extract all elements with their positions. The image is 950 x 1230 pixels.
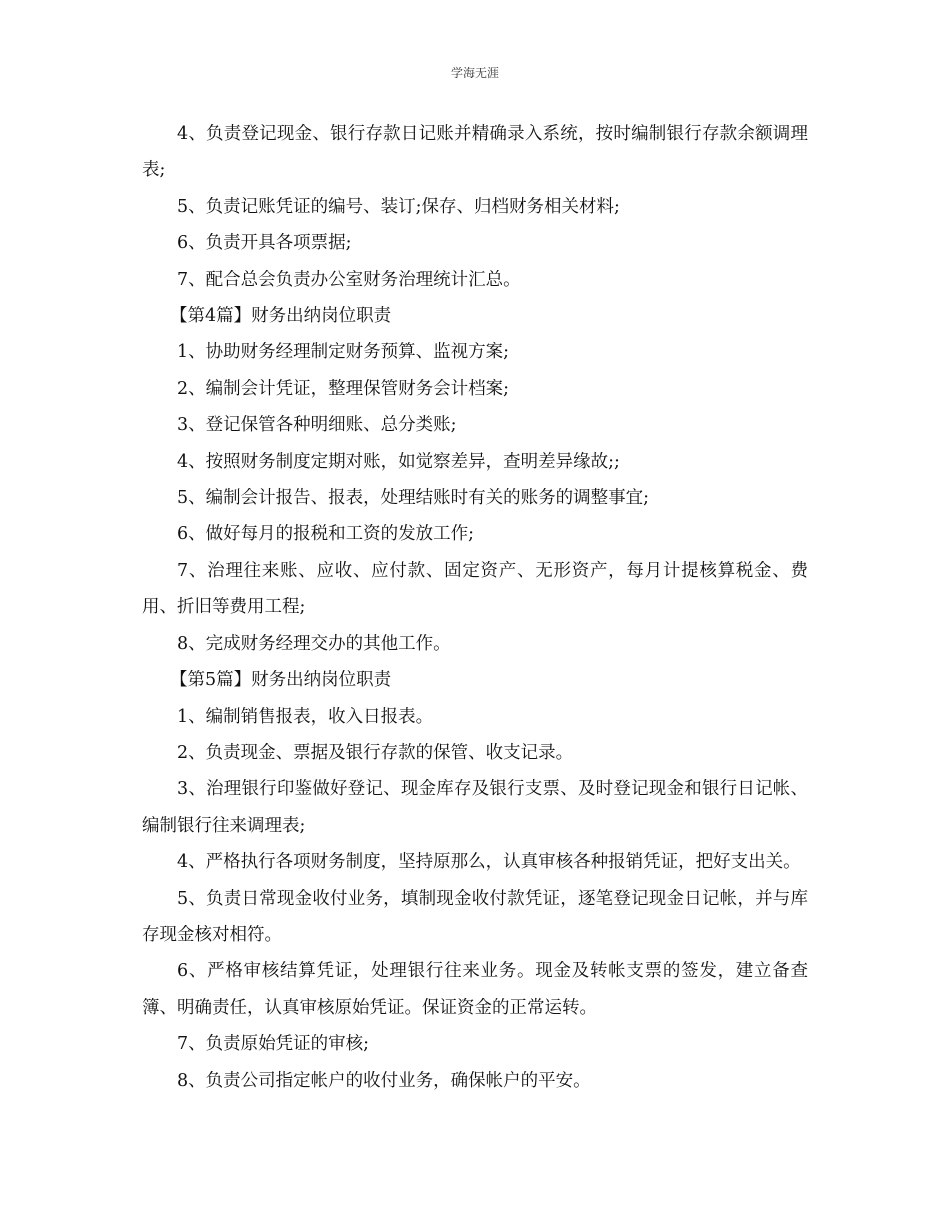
paragraph: 8、完成财务经理交办的其他工作。 bbox=[177, 633, 451, 654]
paragraph: 1、编制销售报表，收入日报表。 bbox=[177, 706, 434, 727]
paragraph: 4、严格执行各项财务制度，坚持原那么，认真审核各种报销凭证，把好支出关。 bbox=[177, 852, 801, 873]
paragraph: 4、按照财务制度定期对账，如觉察差异，查明差异缘故;; bbox=[177, 451, 620, 472]
paragraph: 5、负责日常现金收付业务，填制现金收付款凭证，逐笔登记现金日记帐，并与库存现金核对相符。 bbox=[142, 888, 808, 945]
document-body bbox=[142, 116, 808, 1099]
paragraph: 8、负责公司指定帐户的收付业务，确保帐户的平安。 bbox=[177, 1070, 591, 1091]
section-heading: 【第4篇】财务出纳岗位职责 bbox=[170, 306, 392, 327]
paragraph: 2、编制会计凭证，整理保管财务会计档案; bbox=[177, 378, 510, 399]
paragraph: 6、严格审核结算凭证，处理银行往来业务。现金及转帐支票的签发，建立备查簿、明确责任，认真审核原始凭证。保证资金的正常运转。 bbox=[142, 961, 808, 1018]
paragraph: 2、负责现金、票据及银行存款的保管、收支记录。 bbox=[177, 742, 574, 763]
paragraph: 5、编制会计报告、报表，处理结账时有关的账务的调整事宜; bbox=[177, 488, 650, 509]
paragraph: 3、治理银行印鉴做好登记、现金库存及银行支票、及时登记现金和银行日记帐、编制银行往来调理表; bbox=[142, 779, 808, 836]
paragraph: 6、做好每月的报税和工资的发放工作; bbox=[177, 524, 475, 545]
section-heading: 【第5篇】财务出纳岗位职责 bbox=[170, 670, 392, 691]
paragraph: 7、配合总会负责办公室财务治理统计汇总。 bbox=[177, 269, 521, 290]
paragraph: 7、负责原始凭证的审核; bbox=[177, 1034, 370, 1055]
paragraph: 4、负责登记现金、银行存款日记账并精确录入系统，按时编制银行存款余额调理表; bbox=[142, 124, 808, 181]
paragraph: 6、负责开具各项票据; bbox=[177, 233, 352, 254]
paragraph: 5、负责记账凭证的编号、装订;保存、归档财务相关材料; bbox=[177, 196, 620, 217]
page-header: 学海无涯 bbox=[450, 66, 499, 80]
paragraph: 3、登记保管各种明细账、总分类账; bbox=[177, 415, 457, 436]
paragraph: 1、协助财务经理制定财务预算、监视方案; bbox=[177, 342, 510, 363]
paragraph: 7、治理往来账、应收、应付款、固定资产、无形资产，每月计提核算税金、费用、折旧等费用工程; bbox=[142, 560, 808, 618]
